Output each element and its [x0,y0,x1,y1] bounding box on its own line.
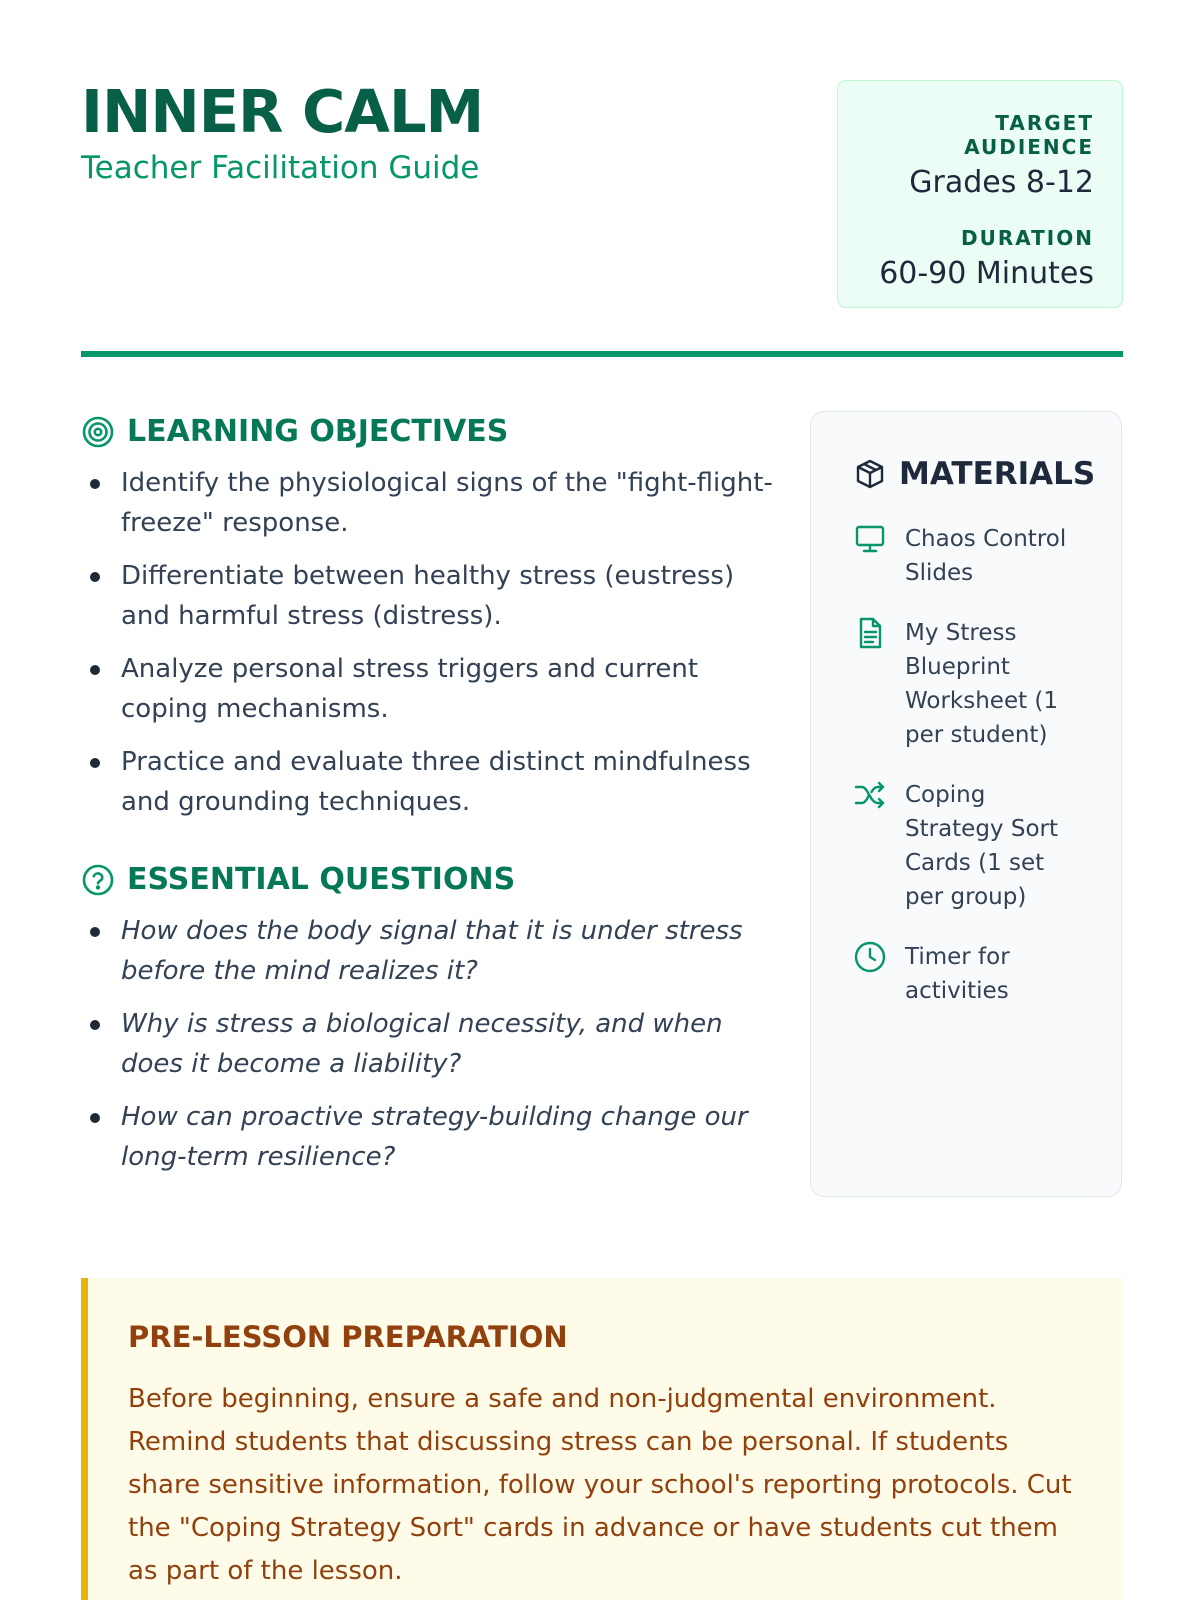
learning-objectives-section [81,414,781,822]
shuffle-icon [853,778,887,812]
material-item [853,940,1097,1008]
main-content [81,414,781,1190]
material-label: Chaos Control Slides [905,526,1067,586]
preparation-body: Before beginning, ensure a safe and non-judgmental environment. Remind students that discussing stress can be personal. If students share sensitive information, follow your school's reporting protocols. Cut the "Coping Strategy Sort" cards in advance or have students cut them as part of the lesson. [128,1384,1072,1586]
list-item: Why is stress a biological necessity, and when does it become a liability? [81,1004,781,1084]
package-icon [853,457,887,491]
list-item: Differentiate between healthy stress (eustress) and harmful stress (distress). [81,556,781,636]
essential-questions-title: ESSENTIAL QUESTIONS [127,862,516,897]
target-icon [81,415,115,449]
materials-heading [853,456,1097,492]
essential-questions-heading [81,862,781,897]
duration-value: 60-90 Minutes [879,256,1094,291]
page-subtitle: Teacher Facilitation Guide [81,150,480,186]
material-label: My Stress Blueprint Worksheet (1 per student) [905,620,1059,748]
material-item [853,616,1097,752]
header-divider [81,351,1123,357]
page-title: INNER CALM [81,77,484,146]
objectives-list [81,463,781,822]
materials-panel [810,411,1122,1197]
list-item: How can proactive strategy-building change our long-term resilience? [81,1097,781,1177]
duration-label: DURATION [961,226,1094,250]
list-item: How does the body signal that it is under stress before the mind realizes it? [81,911,781,991]
preparation-title: PRE-LESSON PREPARATION [128,1320,568,1354]
learning-objectives-title: LEARNING OBJECTIVES [127,414,509,449]
header [81,77,1123,310]
clock-icon [853,940,887,974]
help-circle-icon [81,863,115,897]
material-label: Coping Strategy Sort Cards (1 set per group) [905,782,1059,910]
document-icon [853,616,887,650]
material-item [853,522,1097,590]
audience-label: TARGET AUDIENCE [964,111,1094,159]
pre-lesson-preparation-callout [81,1278,1123,1600]
materials-title: MATERIALS [899,456,1096,492]
lesson-meta-card [837,80,1123,308]
list-item: Identify the physiological signs of the "fight-flight-freeze" response. [81,463,781,543]
monitor-icon [853,522,887,556]
material-item [853,778,1097,914]
questions-list [81,911,781,1177]
material-label: Timer for activities [905,944,1010,1004]
learning-objectives-heading [81,414,781,449]
list-item: Practice and evaluate three distinct mindfulness and grounding techniques. [81,742,781,822]
list-item: Analyze personal stress triggers and current coping mechanisms. [81,649,781,729]
audience-value: Grades 8-12 [909,165,1094,200]
essential-questions-section [81,862,781,1177]
